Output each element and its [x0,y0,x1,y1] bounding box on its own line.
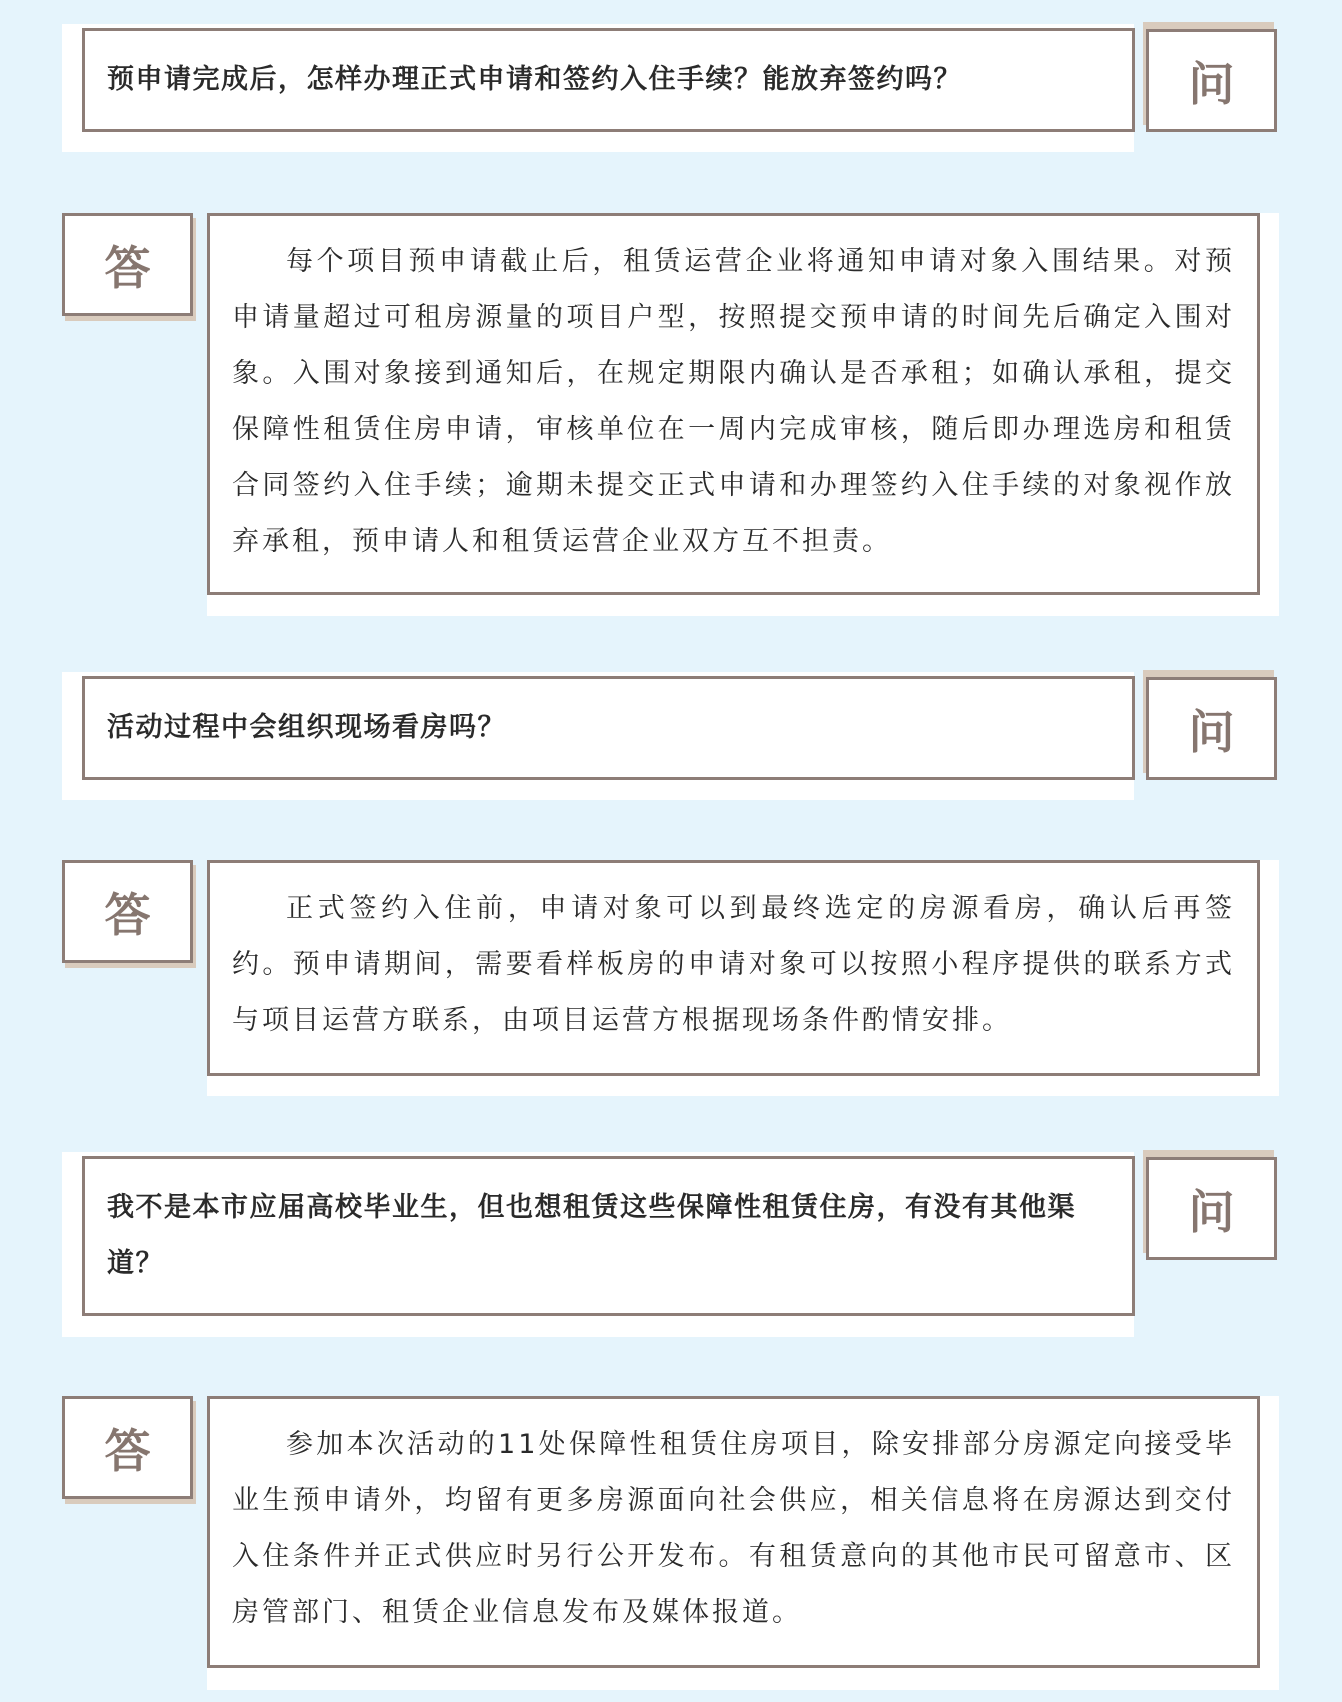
question-1-text: 预申请完成后，怎样办理正式申请和签约入住手续？能放弃签约吗？ [107,64,962,95]
answer-3-text: 参加本次活动的11处保障性租赁住房项目，除安排部分房源定向接受毕业生预申请外，均留有更多房源面向社会供应，相关信息将在房源达到交付入住条件并正式供应时另行公开发布。有租赁意向的其他市民可留意市、区房管部门、租赁企业信息发布及媒体报道。 [232,1429,1235,1628]
answer-badge-label: 答 [104,1423,151,1478]
answer-badge-label: 答 [104,887,151,942]
answer-badge-label: 答 [104,240,151,295]
answer-2-text: 正式签约入住前，申请对象可以到最终选定的房源看房，确认后再签约。预申请期间，需要看样板房的申请对象可以按照小程序提供的联系方式与项目运营方联系，由项目运营方根据现场条件酌情安排。 [232,893,1235,1036]
answer-2-badge [62,860,193,963]
answer-1-text: 每个项目预申请截止后，租赁运营企业将通知申请对象入围结果。对预申请量超过可租房源量的项目户型，按照提交预申请的时间先后确定入围对象。入围对象接到通知后，在规定期限内确认是否承租；如确认承租，提交保障性租赁住房申请，审核单位在一周内完成审核，随后即办理选房和租赁合同签约入住手续；逾期未提交正式申请和办理签约入住手续的对象视作放弃承租，预申请人和租赁运营企业双方互不担责。 [232,246,1235,557]
question-1-badge [1146,29,1277,132]
question-badge-label: 问 [1188,56,1235,111]
answer-3-badge [62,1396,193,1499]
question-badge-label: 问 [1188,704,1235,759]
question-2-badge [1146,677,1277,780]
answer-3 [207,1396,1260,1668]
question-2 [82,676,1135,780]
question-2-text: 活动过程中会组织现场看房吗？ [107,712,506,743]
question-1 [82,28,1135,132]
question-3-text: 我不是本市应届高校毕业生，但也想租赁这些保障性租赁住房，有没有其他渠道？ [107,1192,1076,1279]
question-3-badge [1146,1157,1277,1260]
question-3 [82,1156,1135,1316]
answer-1-badge [62,213,193,316]
answer-2 [207,860,1260,1076]
answer-1 [207,213,1260,595]
question-badge-label: 问 [1188,1184,1235,1239]
